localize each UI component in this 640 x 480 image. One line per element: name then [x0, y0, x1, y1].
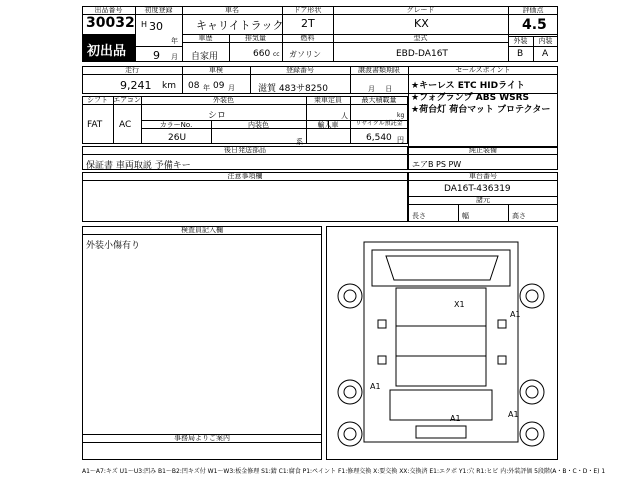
recycle-fee: 6,540 [366, 133, 392, 143]
selling-box [408, 66, 558, 148]
selling-point-3: ★荷台灯 荷台マット ブロテクター [411, 105, 551, 115]
yen-unit: 円 [397, 136, 404, 144]
fuel-label: 燃料 [300, 34, 315, 42]
int-label: 内装 [538, 37, 553, 45]
insp-month-unit: 月 [228, 84, 235, 92]
selling-point-1: ★キーレス ETC HIDライト [411, 81, 525, 91]
first-reg-label: 初度登録 [144, 6, 173, 14]
inspection-label: 検査員記入欄 [181, 226, 223, 234]
lot-label: 出品番号 [94, 6, 123, 14]
cc-unit: cc [273, 51, 280, 58]
grade-label: グレード [406, 6, 435, 14]
reg-month: 9 [153, 49, 160, 62]
footer-legend: A1〜A7:キズ U1〜U3:凹み B1〜B2:凹キズ付 W1〜W3:板金修理 S1:錆 C1:腐食 P1:ペイント F1:修理交換 X:要交換 XX:交換済 E1:エクボ Y1:穴 R1:ヒビ 内:外装評価 5段階(A・B・C・D・E) 1 [82, 468, 606, 475]
color-no-label: カラーNo. [159, 121, 193, 129]
inspection-block [82, 226, 322, 460]
height-label: 高さ [512, 212, 526, 220]
capacity-label: 乗車定員 [314, 96, 342, 104]
inspection-year: 08 [188, 81, 200, 91]
era: H [141, 20, 148, 29]
office-label: 事務局よりご案内 [174, 434, 230, 442]
score: 4.5 [522, 17, 547, 33]
color-label: 外装色 [213, 96, 234, 104]
shift-label: シフト [87, 96, 108, 104]
int-grade: A [542, 49, 549, 59]
reg-year: 30 [149, 20, 163, 33]
accessories: 保証書 車両取説 予備キー [86, 161, 191, 171]
damage-mark-x1: X1 [454, 300, 465, 309]
series-unit: 系 [296, 138, 303, 146]
kg-unit: kg [397, 112, 405, 119]
genuine: エアB PS PW [412, 160, 462, 169]
import-label: 輸入車 [317, 121, 339, 129]
registration: 滋賀 483サ8250 [258, 84, 328, 94]
reg-label: 登録番号 [286, 66, 314, 74]
genuine-label: 純正装備 [469, 146, 497, 154]
damage-mark-a1-right: A1 [510, 310, 521, 319]
reg-deadline-label: 譲渡書類期限 [358, 66, 400, 74]
usage: 自家用 [191, 52, 219, 62]
model-label: 型式 [413, 34, 428, 42]
month-unit: 月 [171, 53, 178, 61]
damage-mark-a1-left: A1 [370, 382, 381, 391]
ext-label: 外装 [513, 37, 528, 45]
month-day-label: 月 日 [368, 85, 393, 93]
dims-label: 諸元 [476, 196, 490, 204]
person-unit: 人 [341, 112, 348, 120]
ac: AC [119, 120, 132, 130]
selling-label: セールスポイント [455, 66, 511, 74]
interior-color-label: 内装色 [248, 121, 269, 129]
year-unit: 年 [171, 37, 178, 45]
recycle-label: リサイクル預託金 [355, 120, 403, 127]
length-label: 長さ [412, 212, 426, 220]
inspection-comment: 外装小傷有り [86, 241, 141, 251]
car-diagram [326, 226, 558, 460]
displacement-label: 排気量 [245, 34, 266, 42]
accessories-label: 後日発送部品 [224, 146, 266, 154]
inspection-month: 09 [213, 81, 225, 91]
damage-mark-a1-rear-right: A1 [508, 410, 519, 419]
color: シロ [208, 111, 227, 121]
door-type: 2T [301, 17, 315, 30]
chassis-label: 車台番号 [469, 172, 497, 180]
inspection-label: 車検 [209, 66, 223, 74]
usage-label: 車歴 [198, 34, 213, 42]
mileage: 9,241 [120, 79, 152, 92]
chassis-number: DA16T-436319 [444, 184, 511, 194]
selling-point-2: ★フォグランプ ABS WSRS [411, 93, 530, 103]
grade: KX [414, 17, 429, 30]
km-unit: km [162, 81, 176, 91]
maxload-label: 最大積載量 [361, 96, 397, 104]
model: EBD-DA16T [396, 49, 448, 59]
car-name: キャリイトラック [196, 19, 284, 32]
shift: FAT [87, 120, 103, 130]
score-label: 評価点 [522, 6, 544, 14]
car-name-label: 車名 [225, 6, 239, 14]
damage-mark-a1-rear: A1 [450, 414, 461, 423]
mileage-label: 走行 [125, 66, 139, 74]
width-label: 幅 [462, 212, 469, 220]
lot-number: 30032 [86, 15, 135, 31]
displacement: 660 [253, 49, 271, 59]
ext-grade: B [517, 49, 524, 59]
ac-label: エアコン [113, 96, 141, 104]
fuel: ガソリン [289, 50, 321, 59]
notes-label: 注意事項欄 [227, 172, 263, 180]
door-label: ドア形状 [293, 6, 322, 14]
first-listing-text: 初出品 [87, 44, 127, 59]
color-no: 26U [168, 133, 187, 143]
insp-year-unit: 年 [203, 84, 210, 92]
